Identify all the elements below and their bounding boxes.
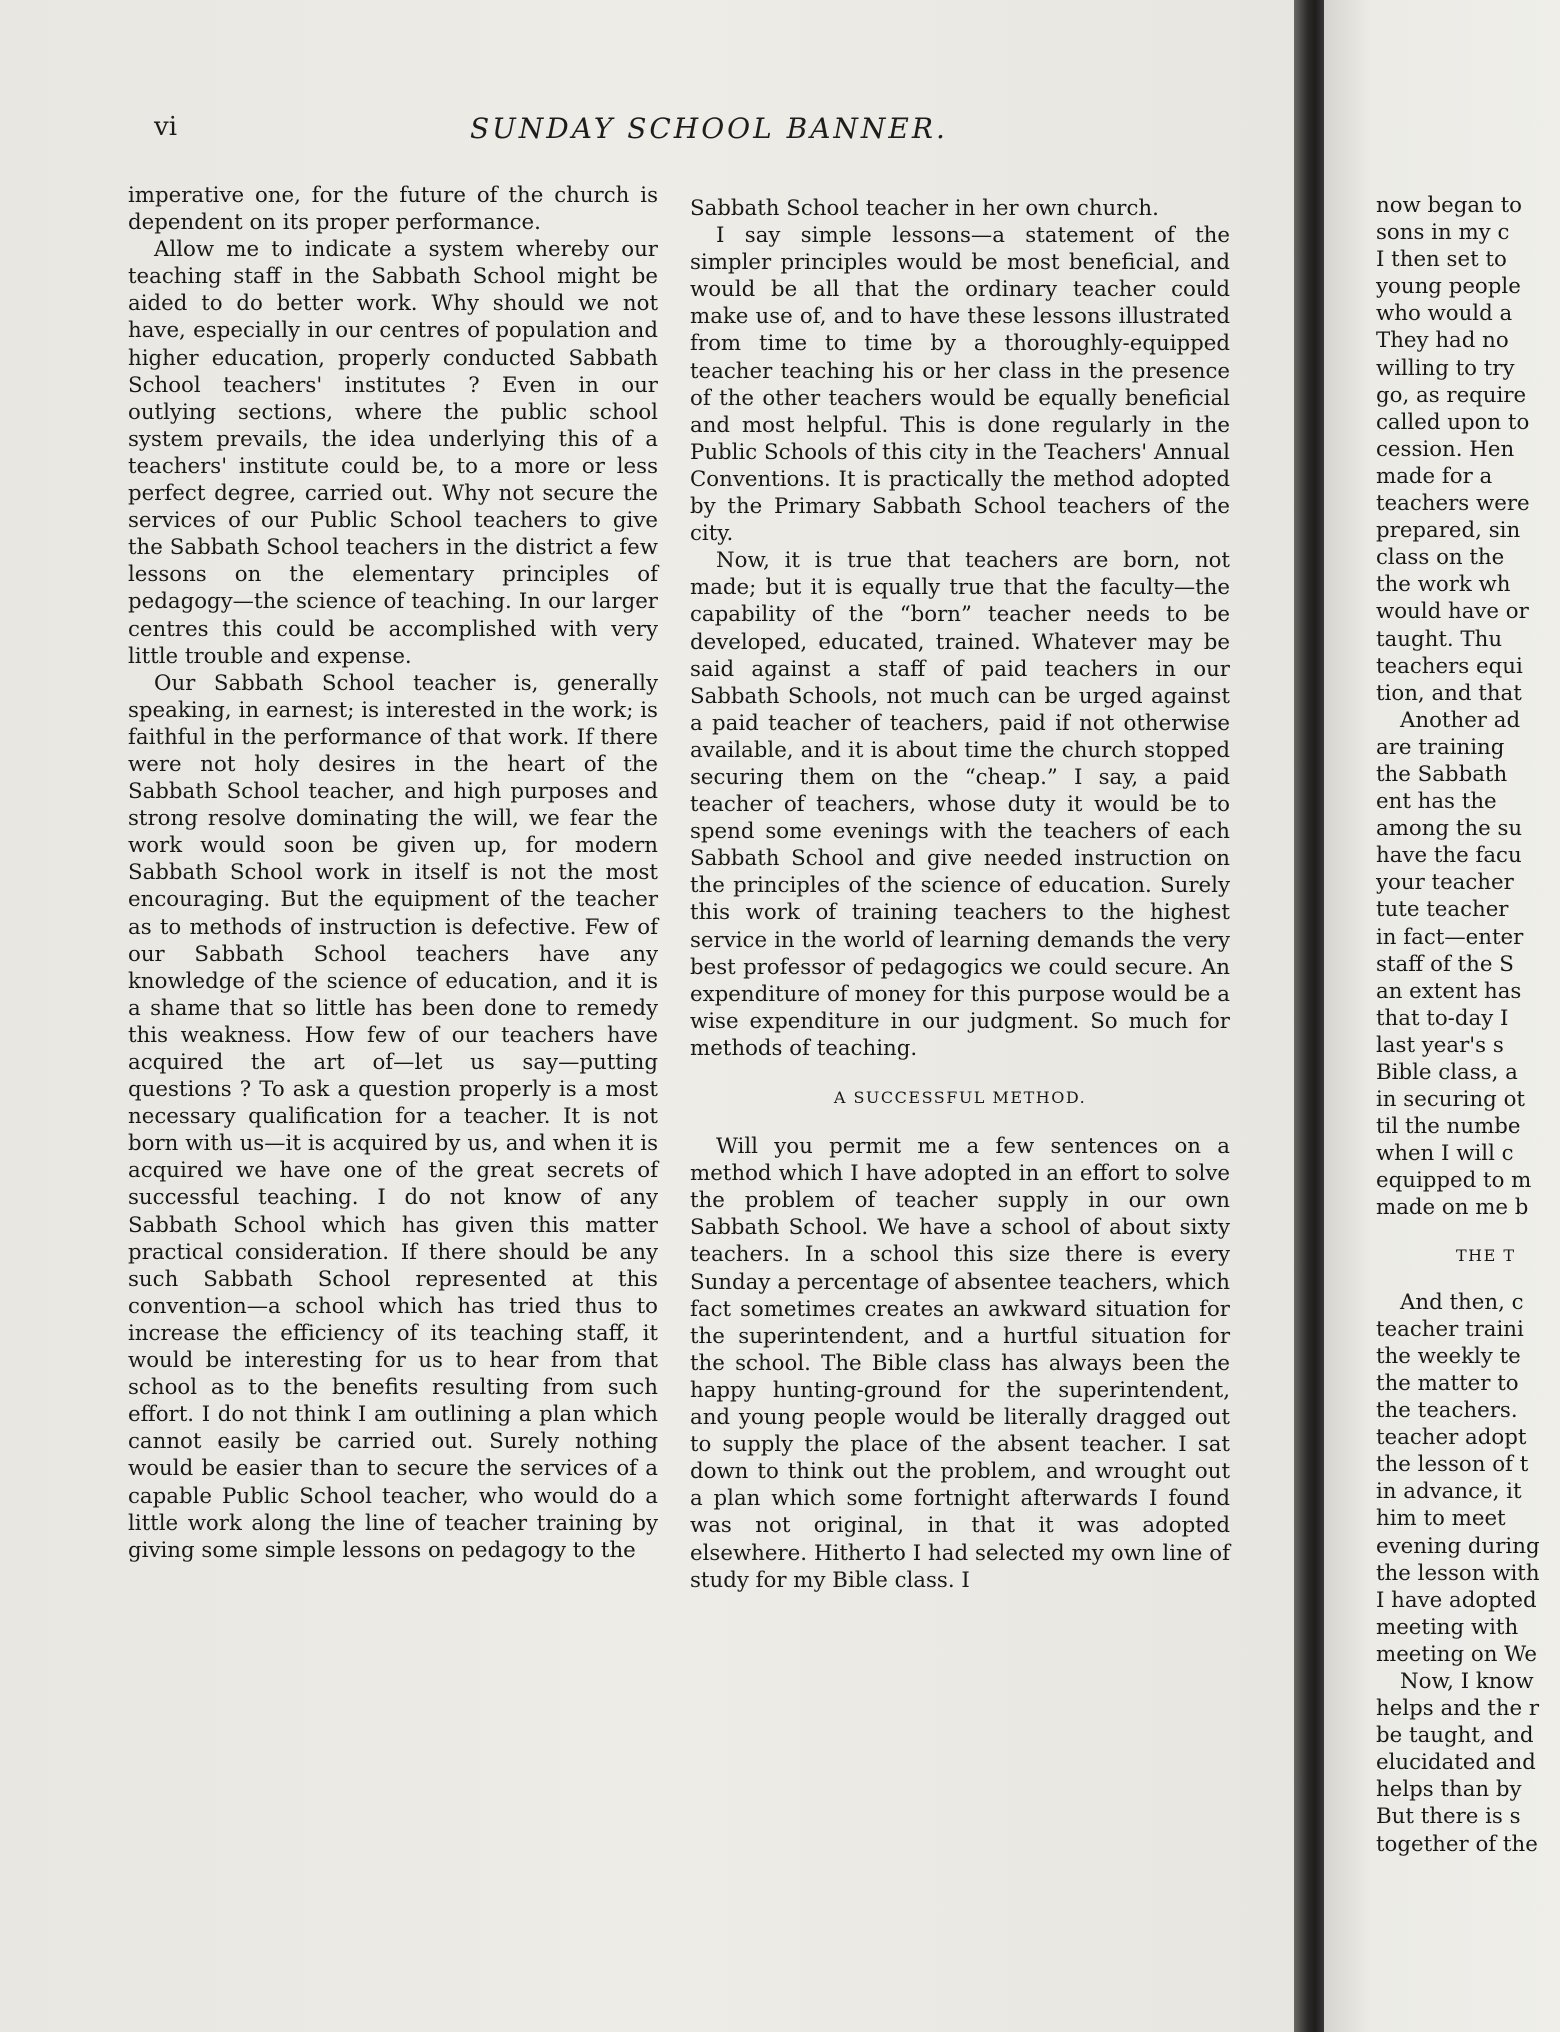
right-column-group (1376, 707, 1560, 1222)
text-line: teacher traini (1376, 1316, 1524, 1342)
text-line: taught. Thu (1376, 626, 1503, 652)
text-line: I have adopted (1376, 1587, 1537, 1613)
text-line: called upon to (1376, 409, 1530, 435)
right-column-group (1376, 1668, 1560, 1858)
page-header (150, 112, 1270, 152)
text-line: sons in my c (1376, 220, 1510, 246)
text-line: equipped to m (1376, 1168, 1532, 1194)
text-line: the weekly te (1376, 1343, 1521, 1369)
text-line: elucidated and (1376, 1750, 1536, 1776)
text-line: in advance, it (1376, 1479, 1522, 1505)
text-line: tion, and that (1376, 680, 1522, 706)
text-line: helps and the r (1376, 1696, 1540, 1722)
text-line: the matter to (1376, 1370, 1519, 1396)
text-line: teachers were (1376, 491, 1530, 517)
paragraph: Our Sabbath School teacher is, generally speaking, in earnest; is interested in the work; is faithful in the performance of that work. If there were not holy desires in the heart of the Sabbath School teacher, and high purposes and strong resolve dominating the will, we fear the work would soon be given up, for modern Sabbath School work in itself is not the most encouraging. But the equipment of the teacher as to methods of instruction is defective. Few of our Sabbath School teachers have any knowledge of the science of education, and it is a shame that so little has been done to remedy this weakness. How few of our teachers have acquired the art of—let us say—putting questions ? To ask a question properly is a most necessary qualification for a teacher. It is not born with us—it is acquired by us, and when it is acquired we have one of the great secrets of successful teaching. I do not know of any Sabbath School which has given this matter practical consideration. If there should be any such Sabbath School represented at this convention—a school which has tried thus to increase the efficiency of its teaching staff, it would be interesting for us to hear from that school as to the benefits resulting from such effort. I do not think I am outlining a plan which cannot easily be carried out. Surely nothing would be easier than to secure the services of a capable Public School teacher, who would do a little work along the line of teacher training by giving some simple lessons on pedagogy to the (128, 670, 658, 1563)
text-line: meeting on We (1376, 1641, 1537, 1667)
book-gutter (1294, 0, 1324, 2032)
text-line: who would a (1376, 301, 1513, 327)
text-line: staff of the S (1376, 951, 1514, 977)
paragraph: Sabbath School teacher in her own church. (690, 196, 1159, 221)
middle-column (690, 195, 1230, 1594)
text-line: would have or (1376, 599, 1529, 625)
text-line: meeting with (1376, 1614, 1519, 1640)
text-line: made for a (1376, 463, 1493, 489)
right-page (1324, 0, 1560, 2032)
text-line: But there is s (1376, 1804, 1521, 1830)
text-line: til the numbe (1376, 1114, 1521, 1140)
text-line: the work wh (1376, 572, 1511, 598)
text-line: together of the (1376, 1831, 1538, 1857)
paragraph: imperative one, for the future of the church is dependent on its proper performance. (128, 183, 658, 236)
paragraph: I say simple lessons—a statement of the simpler principles would be most beneficial, and would be all that the ordinary teacher could make use of, and to have these lessons illustrated from time to time by a thoroughly-equipped teacher teaching his or her class in the presence of the other teachers would be equally beneficial and most helpful. This is done regularly in the Public Schools of this city in the Teachers' Annual Conventions. It is practically the method adopted by the Primary Sabbath School teachers of the city. (690, 223, 1230, 547)
text-line: made on me b (1376, 1195, 1529, 1221)
text-line: evening during (1376, 1533, 1540, 1559)
text-line: Now, I know (1400, 1668, 1534, 1694)
text-line: among the su (1376, 816, 1523, 842)
text-line: ent has the (1376, 789, 1497, 815)
text-line: him to meet (1376, 1506, 1506, 1532)
text-line: class on the (1376, 545, 1505, 571)
text-line: I then set to (1376, 247, 1507, 273)
text-line: Another ad (1400, 707, 1521, 733)
paragraph: Allow me to indicate a system whereby our teaching staff in the Sabbath School might be aided to do better work. Why should we not have, especially in our centres of population and higher education, properly conducted Sabbath School teachers' institutes ? Even in our outlying sections, where the public school system prevails, the idea underlying this of a teachers' institute could be, to a more or less perfect degree, carried out. Why not secure the services of our Public School teachers to give the Sabbath School teachers in the district a few lessons on the elementary principles of pedagogy—the science of teaching. In our larger centres this could be accomplished with very little trouble and expense. (128, 237, 658, 669)
text-line: the Sabbath (1376, 761, 1508, 787)
running-title: SUNDAY SCHOOL BANNER. (470, 112, 948, 145)
text-line: an extent has (1376, 978, 1522, 1004)
right-column-group (1376, 192, 1560, 707)
text-line: And then, c (1400, 1289, 1524, 1315)
page-number: vi (154, 112, 178, 142)
text-line: have the facu (1376, 843, 1522, 869)
text-line: when I will c (1376, 1141, 1514, 1167)
text-line: teacher adopt (1376, 1425, 1527, 1451)
text-line: in fact—enter (1376, 924, 1524, 950)
text-line: in securing ot (1376, 1087, 1525, 1113)
text-line: young people (1376, 274, 1521, 300)
section-heading: THE T (1456, 1245, 1516, 1265)
text-line: They had no (1376, 328, 1509, 354)
text-line: now began to (1376, 193, 1522, 218)
text-line: cession. Hen (1376, 436, 1515, 462)
text-line: be taught, and (1376, 1723, 1534, 1749)
right-column-group (1376, 1289, 1560, 1668)
text-line: are training (1376, 734, 1505, 760)
text-line: tute teacher (1376, 897, 1509, 923)
text-line: teachers equi (1376, 653, 1523, 679)
text-line: Bible class, a (1376, 1060, 1518, 1085)
text-line: go, as require (1376, 382, 1527, 408)
right-column (1376, 192, 1560, 1858)
text-line: your teacher (1376, 870, 1514, 896)
text-line: the teachers. (1376, 1398, 1518, 1424)
text-line: the lesson of t (1376, 1452, 1529, 1478)
text-line: helps than by (1376, 1777, 1522, 1803)
text-line: willing to try (1376, 355, 1515, 381)
section-heading: A SUCCESSFUL METHOD. (833, 1088, 1087, 1107)
paragraph: Now, it is true that teachers are born, not made; but it is equally true that the faculty—the capability of the “born” teacher needs to be developed, educated, trained. Whatever may be said against a staff of paid teachers in our Sabbath Schools, not much can be urged against a paid teacher of teachers, paid if not otherwise available, and it is about time the church stopped securing them on the “cheap.” I say, a paid teacher of teachers, whose duty it would be to spend some evenings with the teachers of each Sabbath School and give needed instruction on the principles of the science of education. Surely this work of training teachers to the highest service in the world of learning demands the very best professor of pedagogics we could secure. An expenditure of money for this purpose would be a wise expenditure in our judgment. So much for methods of teaching. (690, 548, 1230, 1061)
text-line: that to-day I (1376, 1005, 1509, 1031)
text-line: last year's s (1376, 1032, 1504, 1058)
text-line: prepared, sin (1376, 518, 1521, 544)
paragraph: Will you permit me a few sentences on a method which I have adopted in an effort to solve the problem of teacher supply in our own Sabbath School. We have a school of about sixty teachers. In a school this size there is every Sunday a percentage of absentee teachers, which fact sometimes creates an awkward situation for the superintendent, and a hurtful situation for the school. The Bible class has always been the happy hunting-ground for the superintendent, and young people would be literally dragged out to supply the place of the absent teacher. I sat down to think out the problem, and wrought out a plan which some fortnight afterwards I found was not original, in that it was adopted elsewhere. Hitherto I had selected my own line of study for my Bible class. I (690, 1134, 1230, 1593)
left-column (128, 182, 658, 1564)
text-line: the lesson with (1376, 1560, 1540, 1586)
